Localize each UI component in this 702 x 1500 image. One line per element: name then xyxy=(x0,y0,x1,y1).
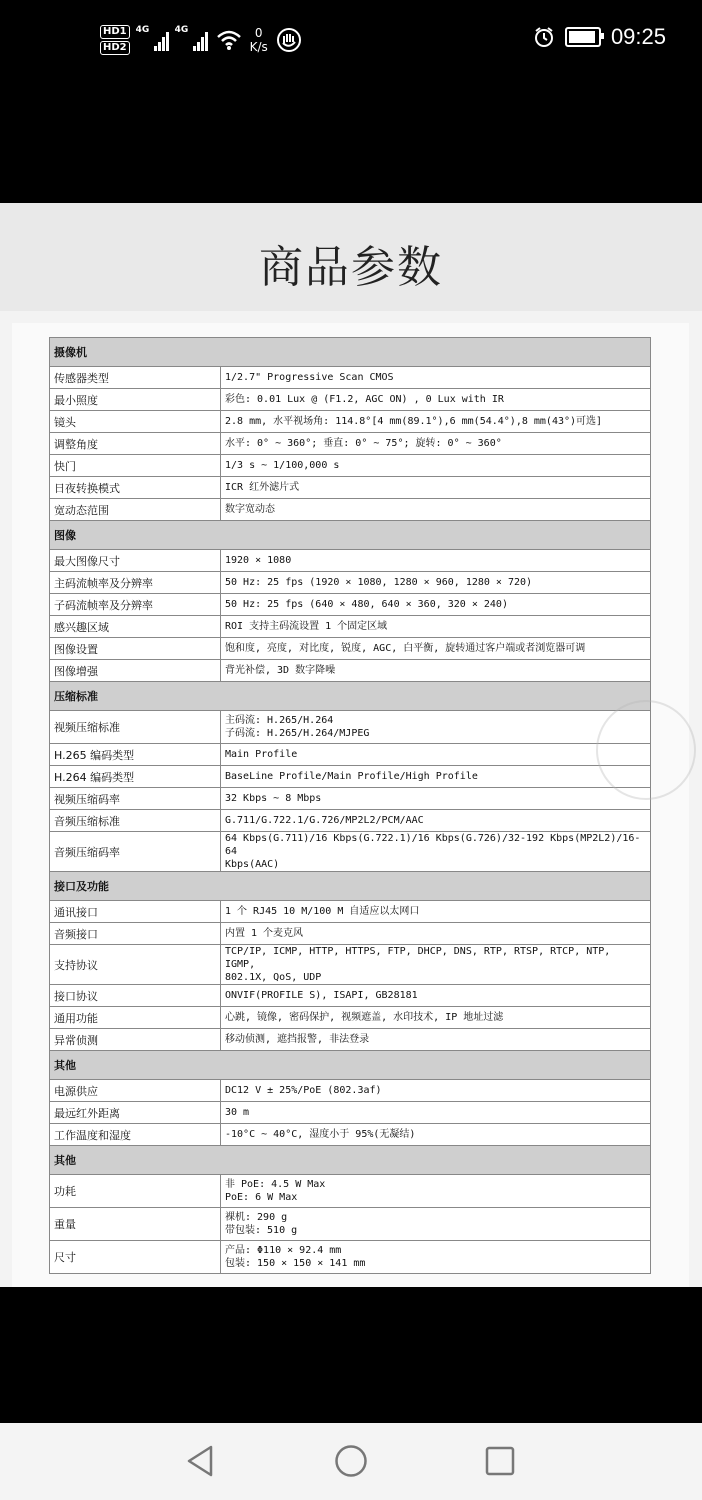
section-header xyxy=(50,1051,651,1080)
spec-value xyxy=(221,572,651,594)
spec-key: 日夜转换模式 xyxy=(50,477,221,499)
recents-button[interactable] xyxy=(480,1441,520,1481)
spec-key: 传感器类型 xyxy=(50,367,221,389)
spec-row xyxy=(50,1007,651,1029)
spec-row xyxy=(50,945,651,985)
spec-row xyxy=(50,711,651,744)
spec-value-line: 802.1X, QoS, UDP xyxy=(225,972,322,983)
spec-value-line: 32 Kbps ~ 8 Mbps xyxy=(225,793,322,804)
spec-key: 功耗 xyxy=(50,1175,221,1208)
spec-row xyxy=(50,594,651,616)
spec-row xyxy=(50,660,651,682)
network-type-1: 4G xyxy=(135,25,150,35)
hd1-label: HD1 xyxy=(100,25,130,39)
spec-value xyxy=(221,638,651,660)
spec-row xyxy=(50,389,651,411)
spec-row xyxy=(50,1102,651,1124)
spec-row xyxy=(50,788,651,810)
section-title: 其他 xyxy=(50,1146,651,1175)
title-band xyxy=(0,203,702,311)
spec-value-line: PoE: 6 W Max xyxy=(225,1192,298,1203)
spec-key: 快门 xyxy=(50,455,221,477)
spec-value-line: 30 m xyxy=(225,1107,250,1118)
spec-value-line: ICR 红外滤片式 xyxy=(225,482,300,493)
spec-key: 通用功能 xyxy=(50,1007,221,1029)
spec-value-line: ONVIF(PROFILE S), ISAPI, GB28181 xyxy=(225,990,418,1001)
section-header xyxy=(50,872,651,901)
spec-key: 电源供应 xyxy=(50,1080,221,1102)
spec-row xyxy=(50,367,651,389)
spec-value-line: Main Profile xyxy=(225,749,298,760)
spec-value-line: ROI 支持主码流设置 1 个固定区域 xyxy=(225,621,388,632)
section-title: 图像 xyxy=(50,521,651,550)
spec-value xyxy=(221,389,651,411)
spec-row xyxy=(50,985,651,1007)
spec-value xyxy=(221,832,651,872)
spec-row xyxy=(50,810,651,832)
spec-key: 视频压缩标准 xyxy=(50,711,221,744)
spec-row xyxy=(50,550,651,572)
spec-key: H.265 编码类型 xyxy=(50,744,221,766)
recents-square-icon xyxy=(484,1445,516,1477)
spec-row xyxy=(50,1029,651,1051)
spec-key: 音频接口 xyxy=(50,923,221,945)
spec-value-line: -10°C ~ 40°C, 湿度小于 95%(无凝结) xyxy=(225,1129,416,1140)
spec-value xyxy=(221,433,651,455)
spec-value xyxy=(221,1007,651,1029)
spec-key: 重量 xyxy=(50,1208,221,1241)
spec-value-line: 64 Kbps(G.711)/16 Kbps(G.722.1)/16 Kbps(G.726)/32-192 Kbps(MP2L2)/16-64 xyxy=(225,833,641,857)
signal-icon-sim1 xyxy=(135,25,169,51)
spec-value xyxy=(221,810,651,832)
spec-value-line: 彩色: 0.01 Lux @ (F1.2, AGC ON) , 0 Lux with IR xyxy=(225,394,504,405)
spec-value xyxy=(221,1029,651,1051)
status-bar xyxy=(0,0,702,200)
spec-table xyxy=(49,337,651,1274)
network-speed xyxy=(250,26,268,54)
spec-row xyxy=(50,1080,651,1102)
spec-row xyxy=(50,455,651,477)
page-title: 商品参数 xyxy=(259,242,443,293)
spec-value xyxy=(221,985,651,1007)
spec-key: 视频压缩码率 xyxy=(50,788,221,810)
spec-value-line: G.711/G.722.1/G.726/MP2L2/PCM/AAC xyxy=(225,815,424,826)
status-left xyxy=(100,18,302,62)
speed-unit: K/s xyxy=(249,40,268,54)
spec-value-line: 包装: 150 × 150 × 141 mm xyxy=(225,1258,366,1269)
spec-value xyxy=(221,660,651,682)
network-type-2: 4G xyxy=(174,25,189,35)
spec-key: 最大图像尺寸 xyxy=(50,550,221,572)
spec-value-line: 心跳, 镜像, 密码保护, 视频遮盖, 水印技术, IP 地址过滤 xyxy=(225,1012,504,1023)
spec-row xyxy=(50,477,651,499)
spec-value-line: 移动侦测, 遮挡报警, 非法登录 xyxy=(225,1034,370,1045)
spec-value xyxy=(221,766,651,788)
spec-row xyxy=(50,1175,651,1208)
spec-row xyxy=(50,901,651,923)
section-title: 其他 xyxy=(50,1051,651,1080)
spec-key: 最小照度 xyxy=(50,389,221,411)
spec-key: 接口协议 xyxy=(50,985,221,1007)
spec-value-line: TCP/IP, ICMP, HTTP, HTTPS, FTP, DHCP, DNS, RTP, RTSP, RTCP, NTP, IGMP, xyxy=(225,946,611,970)
spec-key: 支持协议 xyxy=(50,945,221,985)
spec-value-line: 饱和度, 亮度, 对比度, 锐度, AGC, 白平衡, 旋转通过客户端或者浏览器可调 xyxy=(225,643,586,654)
spec-value xyxy=(221,788,651,810)
spec-row xyxy=(50,923,651,945)
spec-value-line: 50 Hz: 25 fps (1920 × 1080, 1280 × 960, 1280 × 720) xyxy=(225,577,533,588)
hand-badge-icon xyxy=(276,27,302,53)
spec-value-line: 内置 1 个麦克风 xyxy=(225,928,304,939)
section-title: 摄像机 xyxy=(50,338,651,367)
spec-value-line: 数字宽动态 xyxy=(225,504,275,515)
spec-row xyxy=(50,499,651,521)
spec-value-line: 背光补偿, 3D 数字降噪 xyxy=(225,665,336,676)
spec-key: 通讯接口 xyxy=(50,901,221,923)
spec-row xyxy=(50,638,651,660)
spec-value xyxy=(221,1175,651,1208)
section-title: 压缩标准 xyxy=(50,682,651,711)
spec-value xyxy=(221,477,651,499)
battery-icon xyxy=(565,27,601,47)
section-header xyxy=(50,1146,651,1175)
spec-key: 图像设置 xyxy=(50,638,221,660)
spec-value xyxy=(221,1102,651,1124)
spec-key: 主码流帧率及分辨率 xyxy=(50,572,221,594)
spec-value-line: 50 Hz: 25 fps (640 × 480, 640 × 360, 320 × 240) xyxy=(225,599,508,610)
spec-key: H.264 编码类型 xyxy=(50,766,221,788)
spec-value xyxy=(221,616,651,638)
section-header xyxy=(50,338,651,367)
spec-row xyxy=(50,1208,651,1241)
spec-key: 图像增强 xyxy=(50,660,221,682)
watermark-seal xyxy=(596,700,696,800)
spec-value-line: 1920 × 1080 xyxy=(225,555,292,566)
spec-value-line: 带包装: 510 g xyxy=(225,1225,298,1236)
spec-value-line: 1 个 RJ45 10 M/100 M 自适应以太网口 xyxy=(225,906,420,917)
spec-value-line: 1/2.7" Progressive Scan CMOS xyxy=(225,372,394,383)
spec-value-line: 2.8 mm, 水平视场角: 114.8°[4 mm(89.1°),6 mm(54.4°),8 mm(43°)可选] xyxy=(225,416,603,427)
section-header xyxy=(50,521,651,550)
back-button[interactable] xyxy=(180,1441,220,1481)
spec-value xyxy=(221,1124,651,1146)
spec-value-line: 1/3 s ~ 1/100,000 s xyxy=(225,460,340,471)
spec-value-line: 裸机: 290 g xyxy=(225,1212,288,1223)
spec-value xyxy=(221,550,651,572)
spec-value-line: 非 PoE: 4.5 W Max xyxy=(225,1179,326,1190)
spec-key: 镜头 xyxy=(50,411,221,433)
spec-value xyxy=(221,499,651,521)
hd-icon xyxy=(100,25,130,55)
spec-value xyxy=(221,901,651,923)
spec-key: 子码流帧率及分辨率 xyxy=(50,594,221,616)
spec-value-line: 主码流: H.265/H.264 xyxy=(225,715,334,726)
spec-key: 尺寸 xyxy=(50,1241,221,1274)
spec-value xyxy=(221,594,651,616)
spec-key: 最远红外距离 xyxy=(50,1102,221,1124)
alarm-icon xyxy=(533,26,555,48)
spec-value xyxy=(221,744,651,766)
spec-value-line: BaseLine Profile/Main Profile/High Profile xyxy=(225,771,478,782)
status-right xyxy=(533,24,666,50)
spec-value xyxy=(221,367,651,389)
spec-value xyxy=(221,945,651,985)
spec-key: 异常侦测 xyxy=(50,1029,221,1051)
spec-value xyxy=(221,455,651,477)
spec-row xyxy=(50,744,651,766)
spec-value-line: 水平: 0° ~ 360°; 垂直: 0° ~ 75°; 旋转: 0° ~ 360° xyxy=(225,438,502,449)
clock: 09:25 xyxy=(610,24,666,49)
spec-row xyxy=(50,411,651,433)
spec-value xyxy=(221,1241,651,1274)
spec-key: 感兴趣区域 xyxy=(50,616,221,638)
spec-row xyxy=(50,616,651,638)
section-title: 接口及功能 xyxy=(50,872,651,901)
spec-value xyxy=(221,711,651,744)
spec-value-line: DC12 V ± 25%/PoE (802.3af) xyxy=(225,1085,382,1096)
speed-value: 0 xyxy=(254,26,263,40)
spec-row xyxy=(50,433,651,455)
signal-icon-sim2 xyxy=(174,25,208,51)
spec-row xyxy=(50,1241,651,1274)
wifi-icon xyxy=(216,29,242,51)
hd2-label: HD2 xyxy=(100,41,130,55)
spec-key: 音频压缩码率 xyxy=(50,832,221,872)
spec-value-line: 产品: Φ110 × 92.4 mm xyxy=(225,1245,342,1256)
section-header xyxy=(50,682,651,711)
spec-value-line: Kbps(AAC) xyxy=(225,859,280,870)
spec-key: 宽动态范围 xyxy=(50,499,221,521)
spec-value xyxy=(221,1080,651,1102)
spec-row xyxy=(50,832,651,872)
navigation-bar xyxy=(0,1423,702,1500)
spec-row xyxy=(50,1124,651,1146)
spec-key: 调整角度 xyxy=(50,433,221,455)
spec-value xyxy=(221,923,651,945)
home-circle-icon xyxy=(334,1444,368,1478)
spec-key: 工作温度和湿度 xyxy=(50,1124,221,1146)
spec-key: 音频压缩标准 xyxy=(50,810,221,832)
spec-row xyxy=(50,766,651,788)
home-button[interactable] xyxy=(331,1441,371,1481)
spec-value-line: 子码流: H.265/H.264/MJPEG xyxy=(225,728,370,739)
spec-row xyxy=(50,572,651,594)
spec-value xyxy=(221,411,651,433)
spec-value xyxy=(221,1208,651,1241)
back-triangle-icon xyxy=(185,1444,215,1478)
